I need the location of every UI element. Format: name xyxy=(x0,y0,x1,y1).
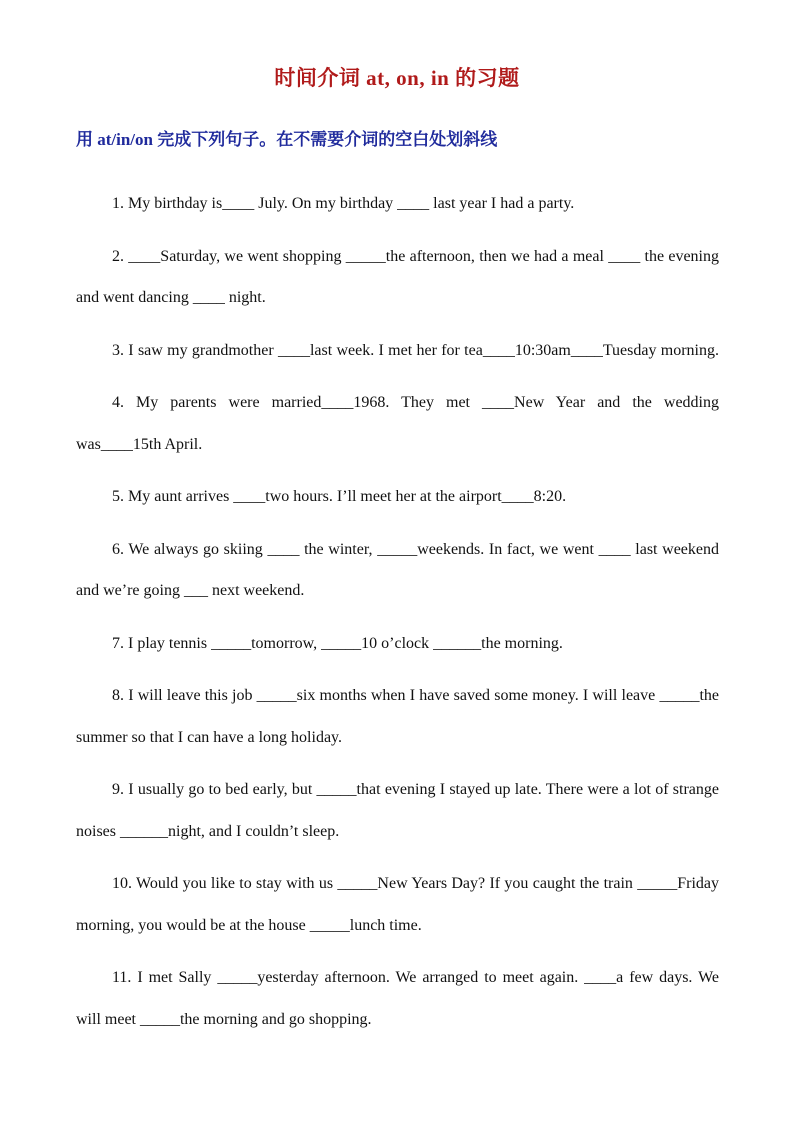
question-item-2: 2. ____Saturday, we went shopping _____the afternoon, then we had a meal ____ the evening and went dancing ____ night. xyxy=(76,247,719,306)
question-item-1: 1. My birthday is____ July. On my birthday ____ last year I had a party. xyxy=(112,195,575,212)
instruction-text: 用 at/in/on 完成下列句子。在不需要介词的空白处划斜线 xyxy=(76,130,498,149)
question-item-9: 9. I usually go to bed early, but _____that evening I stayed up late. There were a lot of strange noises ______night, and I couldn’t sleep. xyxy=(76,781,719,840)
question-item-4: 4. My parents were married____1968. They met ____New Year and the wedding was____15th April. xyxy=(76,394,719,453)
question-item-10: 10. Would you like to stay with us _____New Years Day? If you caught the train _____Friday morning, you would be at the house _____lunch time. xyxy=(76,875,719,934)
question-list xyxy=(76,183,719,1051)
question-item-8: 8. I will leave this job _____six months when I have saved some money. I will leave _____the summer so that I can have a long holiday. xyxy=(76,687,719,746)
question-item-3: 3. I saw my grandmother ____last week. I met her for tea____10:30am____Tuesday morning. xyxy=(112,341,719,359)
question-item-5: 5. My aunt arrives ____two hours. I’ll meet her at the airport____8:20. xyxy=(112,488,567,505)
page-title: 时间介词 at, on, in 的习题 xyxy=(274,66,520,90)
question-item-6: 6. We always go skiing ____ the winter, _____weekends. In fact, we went ____ last weekend and we’re going ___ next weekend. xyxy=(76,540,719,599)
question-item-11: 11. I met Sally _____yesterday afternoon. We arranged to meet again. ____a few days. We will meet _____the morning and go shopping. xyxy=(76,969,719,1028)
question-item-7: 7. I play tennis _____tomorrow, _____10 o’clock ______the morning. xyxy=(112,634,563,652)
